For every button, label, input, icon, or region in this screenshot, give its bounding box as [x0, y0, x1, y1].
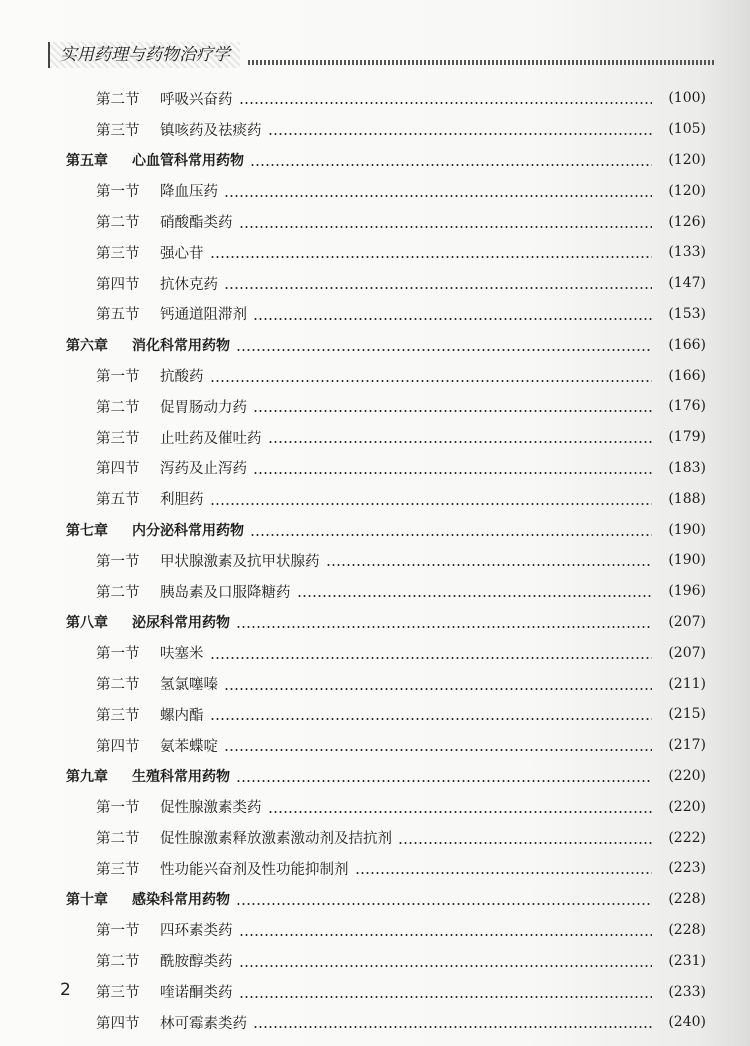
toc-section-row[interactable] [0, 422, 750, 453]
toc-chapter-row[interactable] [0, 329, 750, 360]
toc-entry-title: 促胃肠动力药 [160, 399, 247, 416]
dot-leader [268, 441, 653, 443]
toc-page-ref: (207) [668, 613, 706, 630]
dot-leader [210, 718, 653, 720]
toc-entry-number: 第六章 [66, 337, 108, 354]
toc-entry-title: 内分泌科常用药物 [132, 522, 244, 539]
toc-page-ref: (228) [668, 891, 706, 908]
toc-entry-number: 第二节 [96, 831, 140, 848]
toc-entry-number: 第一节 [96, 923, 140, 940]
toc-section-row[interactable] [0, 83, 750, 114]
toc-entry-number: 第三节 [96, 245, 140, 262]
dot-leader [210, 503, 653, 505]
toc-entry-title: 生殖科常用药物 [132, 768, 230, 785]
toc-entry-title: 林可霉素类药 [160, 1015, 247, 1032]
toc-entry-title: 呼吸兴奋药 [160, 91, 233, 108]
toc-entry-number: 第二节 [96, 91, 140, 108]
toc-entry-number: 第三节 [96, 122, 140, 139]
dot-leader [268, 133, 653, 135]
toc-entry-title: 抗休克药 [160, 276, 218, 293]
toc-entry-number: 第三节 [96, 861, 140, 878]
dot-leader [398, 842, 652, 844]
toc-section-row[interactable] [0, 268, 750, 299]
dot-leader [250, 534, 652, 536]
toc-page-ref: (133) [668, 244, 706, 261]
toc-entry-number: 第九章 [66, 768, 108, 785]
toc-entry-number: 第四节 [96, 738, 140, 755]
dot-leader [253, 318, 652, 320]
running-header [48, 40, 714, 74]
toc-section-row[interactable] [0, 915, 750, 946]
toc-page-ref: (211) [668, 675, 706, 692]
toc-entry-title: 抗酸药 [160, 369, 204, 386]
toc-entry-number: 第三节 [96, 985, 140, 1001]
toc-page-ref: (220) [668, 767, 706, 784]
toc-section-row[interactable] [0, 699, 750, 730]
toc-page-ref: (240) [668, 1014, 706, 1031]
toc-chapter-row[interactable] [0, 145, 750, 176]
toc-entry-number: 第一节 [96, 646, 140, 663]
toc-section-row[interactable] [0, 545, 750, 576]
toc-page-ref: (217) [668, 737, 706, 754]
dot-leader [224, 195, 652, 197]
toc-entry-number: 第三节 [96, 430, 140, 447]
dot-leader [224, 688, 652, 690]
toc-chapter-row[interactable] [0, 607, 750, 638]
toc-section-row[interactable] [0, 668, 750, 699]
toc-entry-title: 泻药及止泻药 [160, 461, 247, 478]
toc-entry-title: 利胆药 [160, 492, 204, 509]
toc-page-ref: (153) [668, 305, 706, 322]
toc-page-ref: (228) [668, 921, 706, 938]
toc-entry-title: 氢氯噻嗪 [160, 677, 218, 694]
toc-entry-number: 第七章 [66, 522, 108, 539]
toc-entry-title: 氨苯蝶啶 [160, 738, 218, 755]
toc-section-row[interactable] [0, 237, 750, 268]
toc-page-ref: (183) [668, 459, 706, 476]
toc-entry-title: 酰胺醇类药 [160, 954, 233, 971]
toc-section-row[interactable] [0, 791, 750, 822]
dot-leader [239, 965, 653, 967]
toc-entry-number: 第四节 [96, 1015, 140, 1032]
toc-page-ref: (120) [668, 151, 706, 168]
toc-chapter-row[interactable] [0, 514, 750, 545]
toc-page-ref: (100) [668, 90, 706, 107]
toc-section-row[interactable] [0, 391, 750, 422]
toc-page-ref: (196) [668, 583, 706, 600]
toc-chapter-row[interactable] [0, 761, 750, 792]
toc-entry-number: 第二节 [96, 584, 140, 601]
toc-section-row[interactable] [0, 637, 750, 668]
toc-page-ref: (120) [668, 182, 706, 199]
toc-section-row[interactable] [0, 822, 750, 853]
toc-chapter-row[interactable] [0, 884, 750, 915]
toc-page-ref: (126) [668, 213, 706, 230]
table-of-contents [0, 83, 750, 1038]
toc-entry-number: 第二节 [96, 677, 140, 694]
toc-section-row[interactable] [0, 360, 750, 391]
toc-entry-title: 甲状腺激素及抗甲状腺药 [160, 553, 320, 570]
toc-entry-title: 降血压药 [160, 184, 218, 201]
toc-entry-number: 第十章 [66, 892, 108, 909]
dot-leader [236, 349, 652, 351]
toc-entry-number: 第三节 [96, 707, 140, 724]
toc-page-ref: (233) [668, 983, 706, 1000]
header-rule [248, 60, 714, 65]
toc-entry-title: 胰岛素及口服降糖药 [160, 584, 291, 601]
toc-entry-number: 第五节 [96, 492, 140, 509]
toc-entry-number: 第一节 [96, 369, 140, 386]
dot-leader [253, 472, 652, 474]
toc-page-ref: (105) [668, 121, 706, 138]
toc-section-row[interactable] [0, 730, 750, 761]
dot-leader [253, 1026, 652, 1028]
dot-leader [326, 564, 653, 566]
toc-section-row[interactable] [0, 945, 750, 976]
toc-entry-title: 泌尿科常用药物 [132, 614, 230, 631]
dot-leader [250, 164, 652, 166]
dot-leader [239, 996, 653, 998]
toc-section-row[interactable] [0, 453, 750, 484]
toc-entry-title: 心血管科常用药物 [132, 152, 244, 169]
toc-page-ref: (231) [668, 952, 706, 969]
toc-page-ref: (166) [668, 336, 706, 353]
toc-entry-title: 强心苷 [160, 245, 204, 262]
toc-entry-number: 第一节 [96, 184, 140, 201]
toc-section-row[interactable] [0, 1007, 750, 1038]
toc-page-ref: (176) [668, 398, 706, 415]
page-number: 2 [60, 980, 71, 1000]
dot-leader [236, 626, 652, 628]
dot-leader [239, 226, 653, 228]
toc-entry-title: 四环素类药 [160, 923, 233, 940]
toc-page-ref: (215) [668, 706, 706, 723]
toc-section-row[interactable] [0, 976, 750, 1007]
toc-entry-number: 第五章 [66, 152, 108, 169]
toc-entry-number: 第四节 [96, 461, 140, 478]
toc-section-row[interactable] [0, 114, 750, 145]
toc-section-row[interactable] [0, 483, 750, 514]
toc-page-ref: (166) [668, 367, 706, 384]
dot-leader [236, 903, 652, 905]
dot-leader [224, 749, 652, 751]
dot-leader [239, 934, 653, 936]
toc-page-ref: (190) [668, 521, 706, 538]
toc-entry-title: 镇咳药及祛痰药 [160, 122, 262, 139]
toc-entry-number: 第四节 [96, 276, 140, 293]
toc-entry-title: 感染科常用药物 [132, 892, 230, 909]
toc-section-row[interactable] [0, 299, 750, 330]
toc-entry-title: 螺内酯 [160, 707, 204, 724]
toc-section-row[interactable] [0, 206, 750, 237]
book-title: 实用药理与药物治疗学 [48, 42, 240, 68]
toc-entry-number: 第一节 [96, 800, 140, 817]
dot-leader [297, 595, 653, 597]
dot-leader [239, 102, 653, 104]
dot-leader [253, 410, 652, 412]
toc-page-ref: (147) [668, 275, 706, 292]
dot-leader [236, 780, 652, 782]
dot-leader [224, 287, 652, 289]
dot-leader [355, 872, 653, 874]
toc-entry-title: 性功能兴奋剂及性功能抑制剂 [160, 861, 349, 878]
toc-section-row[interactable] [0, 853, 750, 884]
toc-entry-number: 第五节 [96, 307, 140, 324]
toc-page-ref: (220) [668, 798, 706, 815]
toc-page-ref: (222) [668, 829, 706, 846]
toc-entry-title: 促性腺激素类药 [160, 800, 262, 817]
toc-entry-number: 第二节 [96, 215, 140, 232]
toc-entry-title: 促性腺激素释放激素激动剂及拮抗剂 [160, 831, 392, 848]
toc-entry-number: 第二节 [96, 399, 140, 416]
toc-entry-title: 呋塞米 [160, 646, 204, 663]
dot-leader [210, 380, 653, 382]
toc-entry-title: 钙通道阻滞剂 [160, 307, 247, 324]
toc-page-ref: (207) [668, 644, 706, 661]
toc-entry-number: 第八章 [66, 614, 108, 631]
toc-page-ref: (188) [668, 490, 706, 507]
toc-entry-title: 消化科常用药物 [132, 337, 230, 354]
toc-section-row[interactable] [0, 576, 750, 607]
toc-page-ref: (190) [668, 552, 706, 569]
toc-page-ref: (179) [668, 429, 706, 446]
toc-section-row[interactable] [0, 175, 750, 206]
dot-leader [210, 657, 653, 659]
dot-leader [210, 256, 653, 258]
toc-page-ref: (223) [668, 860, 706, 877]
toc-entry-number: 第二节 [96, 954, 140, 971]
dot-leader [268, 811, 653, 813]
toc-entry-title: 止吐药及催吐药 [160, 430, 262, 447]
toc-entry-number: 第一节 [96, 553, 140, 570]
toc-entry-title: 硝酸酯类药 [160, 215, 233, 232]
toc-entry-title: 喹诺酮类药 [160, 985, 233, 1001]
